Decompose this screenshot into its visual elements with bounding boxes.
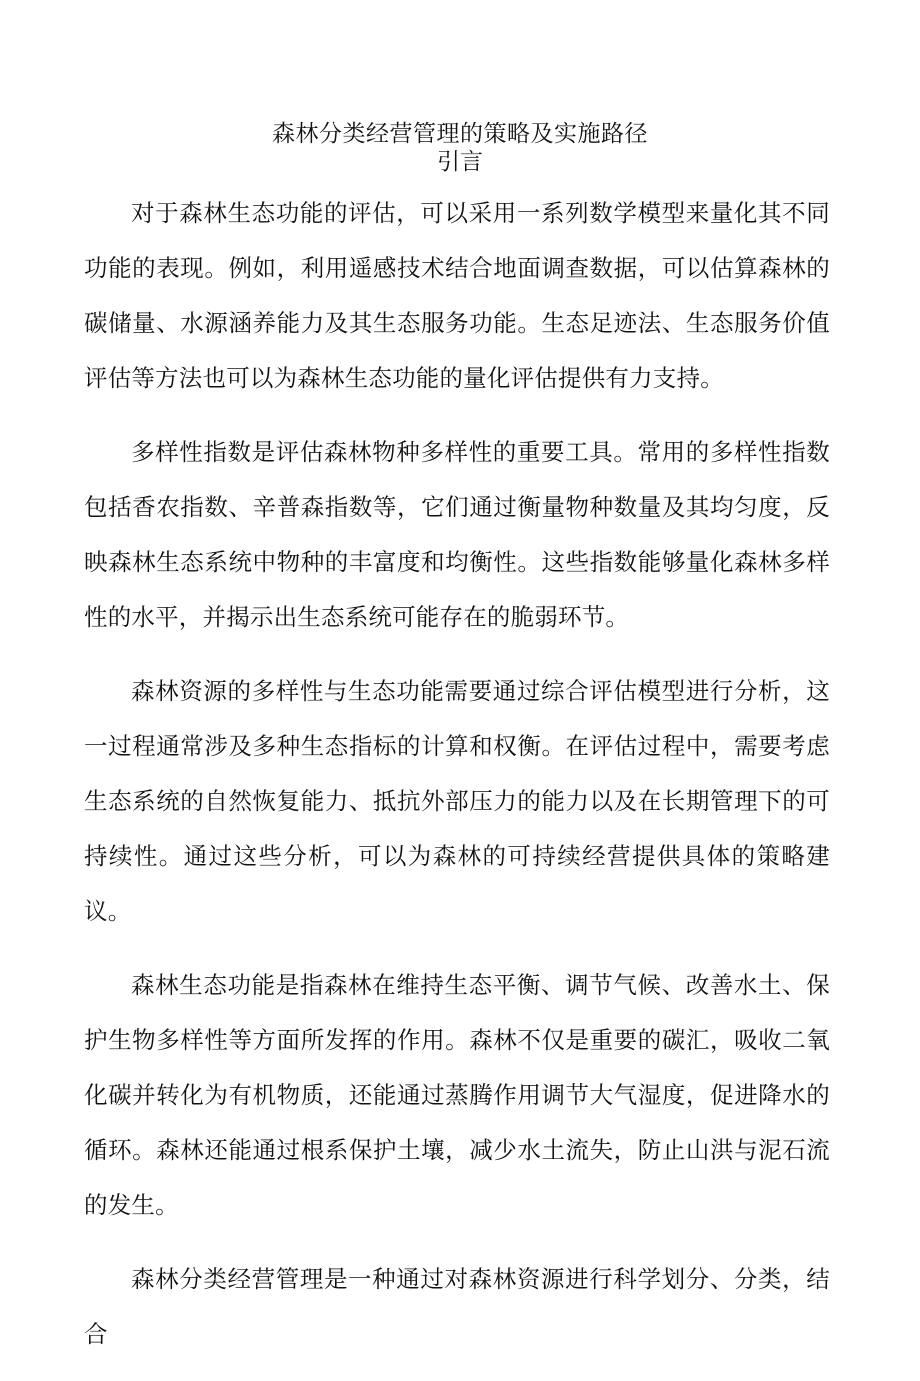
paragraph: 森林生态功能是指森林在维持生态平衡、调节气候、改善水土、保护生物多样性等方面所发挥的作用。森林不仅是重要的碳汇，吸收二氧化碳并转化为有机物质，还能通过蒸腾作用调节大气湿度，促进降水的循环。森林还能通过根系保护土壤，减少水土流失，防止山洪与泥石流的发生。 — [84, 971, 830, 1219]
document-title: 森林分类经营管理的策略及实施路径 — [272, 121, 648, 147]
section-heading: 引言 — [437, 149, 483, 175]
paragraph: 森林分类经营管理是一种通过对森林资源进行科学划分、分类，结合 — [84, 1265, 830, 1348]
paragraph: 多样性指数是评估森林物种多样性的重要工具。常用的多样性指数包括香农指数、辛普森指数等，它们通过衡量物种数量及其均匀度，反映森林生态系统中物种的丰富度和均衡性。这些指数能够量化森林多样性的水平，并揭示出生态系统可能存在的脆弱环节。 — [84, 438, 830, 631]
paragraph: 森林资源的多样性与生态功能需要通过综合评估模型进行分析，这一过程通常涉及多种生态指标的计算和权衡。在评估过程中，需要考虑生态系统的自然恢复能力、抵抗外部压力的能力以及在长期管理下的可持续性。通过这些分析，可以为森林的可持续经营提供具体的策略建议。 — [84, 677, 830, 925]
paragraph: 对于森林生态功能的评估，可以采用一系列数学模型来量化其不同功能的表现。例如，利用遥感技术结合地面调查数据，可以估算森林的碳储量、水源涵养能力及其生态服务功能。生态足迹法、生态服务价值评估等方法也可以为森林生态功能的量化评估提供有力支持。 — [84, 199, 830, 392]
document-body — [84, 186, 830, 1381]
